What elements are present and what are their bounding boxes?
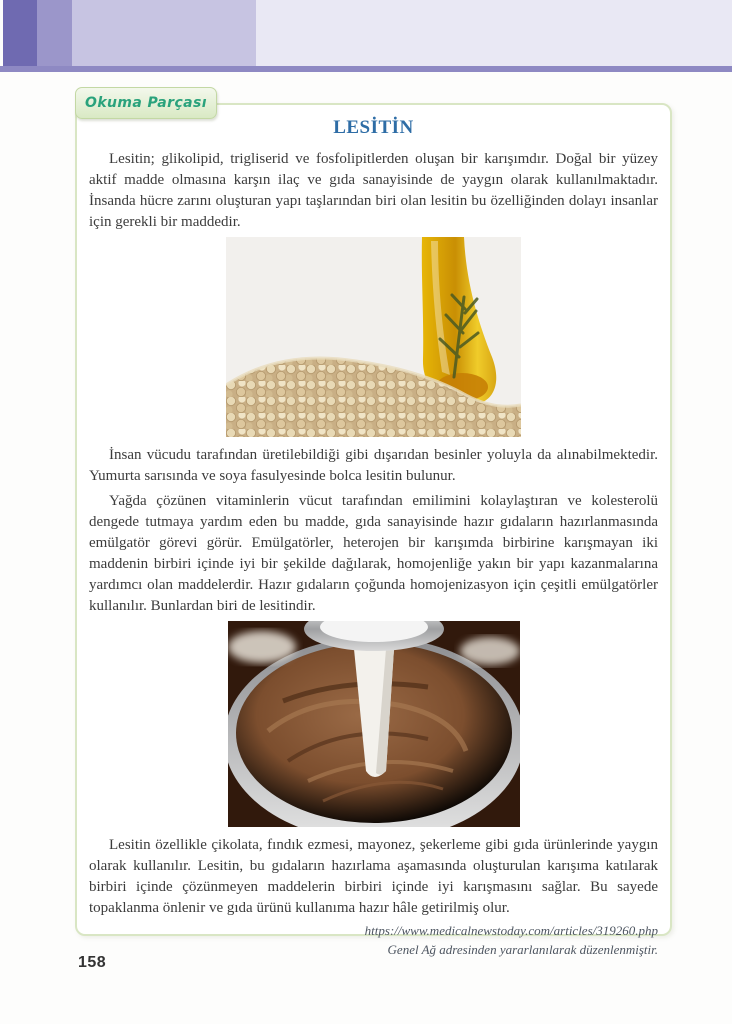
source-note: Genel Ağ adresinden yararlanılarak düzenlenmiştir. bbox=[387, 942, 658, 957]
banner-segments bbox=[0, 0, 732, 66]
banner-segment-light bbox=[72, 0, 256, 66]
source-url: https://www.medicalnewstoday.com/articles/319260.php bbox=[364, 923, 658, 938]
top-banner bbox=[0, 0, 732, 72]
chocolate-mixer-illustration bbox=[228, 621, 520, 827]
page-number: 158 bbox=[78, 954, 107, 971]
chocolate-mixing-photo bbox=[228, 621, 520, 827]
banner-divider-line bbox=[0, 66, 732, 72]
source-block bbox=[89, 921, 658, 959]
soybeans-and-oil-illustration bbox=[226, 237, 521, 437]
banner-segment-dark bbox=[3, 0, 37, 66]
paragraph-3: Yağda çözünen vitaminlerin vücut tarafından emilimini kolaylaştıran ve kolesterolü dengede tutmaya yardım eden bu madde, gıda sanayisinde hazır gıdaların hazırlanmasında emülgatör görevi görür. Emülgatörler, heterojen bir karışımda birbirine karışmayan iki maddenin birbiri içinde iyi bir şekilde dağılarak, homojenliğe yakın bir yapı kazanmalarına yardımcı olan maddelerdir. Hazır gıdaların çoğunda homojenizasyon için çeşitli emülgatörler kullanılır. Bunlardan biri de lesitindir. bbox=[89, 493, 658, 614]
reading-passage-box bbox=[75, 95, 672, 957]
article-title: LESİTİN bbox=[333, 117, 414, 138]
reading-passage-badge bbox=[75, 87, 217, 119]
badge-label: Okuma Parçası bbox=[85, 95, 207, 111]
soybeans-and-oil-photo bbox=[226, 237, 521, 437]
paragraph-4: Lesitin özellikle çikolata, fındık ezmesi, mayonez, şekerleme gibi gıda ürünlerinde yaygın olarak kullanılır. Lesitin, bu gıdaların hazırlama aşamasında oluşturulan karışıma katılarak birbiri içinde çözünmeyen maddelerin birbiri içinde iyi karışmasını sağlar. Bu sayede topaklanma önlenir ve gıda ürünü kullanıma hazır hâle getirilmiş olur. bbox=[89, 837, 658, 916]
banner-segment-medium bbox=[37, 0, 72, 66]
banner-segment-lightest bbox=[256, 0, 732, 66]
paragraph-2: İnsan vücudu tarafından üretilebildiği gibi dışarıdan besinler yoluyla da alınabilmektedir. Yumurta sarısında ve soya fasulyesinde bolca lesitin bulunur. bbox=[89, 447, 658, 484]
paragraph-1: Lesitin; glikolipid, trigliserid ve fosfolipitlerden oluşan bir karışımdır. Doğal bir yüzey aktif madde olmasına karşın ilaç ve gıda sanayisinde de yaygın olarak kullanılmaktadır. İnsanda hücre zarını oluşturan yapı taşlarından biri olan lesitin bu özelliğinden dolayı insanlar için gerekli bir maddedir. bbox=[89, 151, 658, 230]
